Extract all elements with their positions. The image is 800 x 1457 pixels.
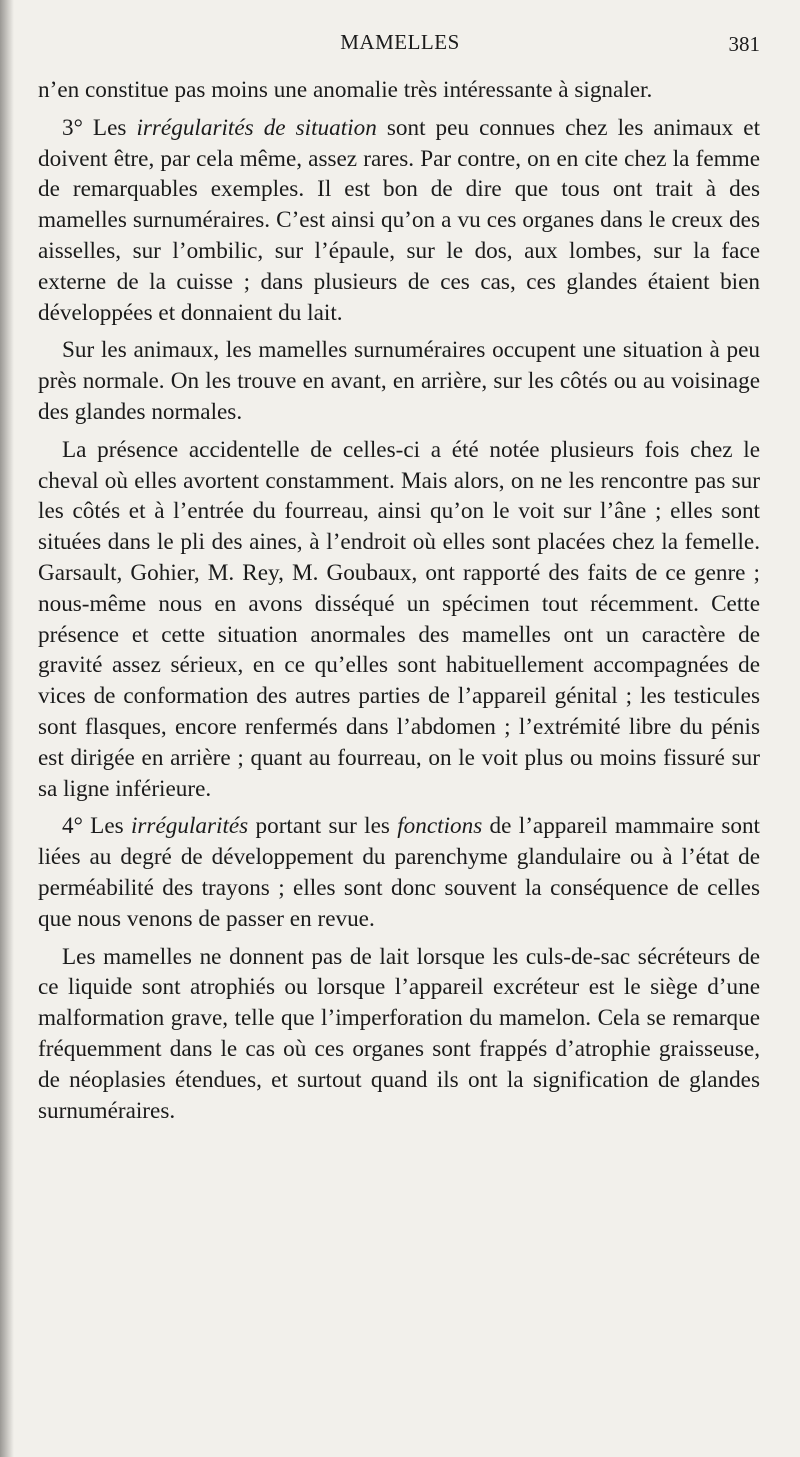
paragraph-animals — [38, 335, 760, 427]
text-run: Les mamelles ne donnent pas de lait lorsque les culs-de-sac sécréteurs de ce liquide sont atrophiés ou lorsque l’appareil excréteur est le siège d’une malformation grave, telle que l’imperforation du mamelon. Cela se remarque fréquemment dans le cas où ces organes sont frappés d’atrophie graisseuse, de néoplasies étendues, et surtout quand ils ont la signification de glandes surnuméraires. — [38, 943, 760, 1124]
text-run: n’en constitue pas moins une anomalie très intéressante à signaler. — [38, 77, 653, 103]
italic-text: irrégularités — [130, 813, 249, 840]
text-run: 3° Les — [62, 114, 137, 141]
page-spine-shadow — [0, 0, 14, 1457]
page-number: 381 — [728, 32, 760, 56]
paragraph-function-irregularities — [38, 811, 760, 934]
paragraph-situation-irregularities — [38, 113, 760, 329]
running-head-title: MAMELLES — [340, 30, 460, 54]
running-head — [40, 30, 760, 64]
italic-text: fonctions — [397, 813, 483, 840]
paragraph-no-milk — [38, 942, 760, 1127]
paragraph-horse-cases — [38, 435, 760, 805]
text-run: 4° Les — [62, 813, 131, 840]
text-run: de l’appareil mammaire sont liées au degré de développement du parenchyme glandulaire ou à l’état de perméabilité des trayons ; elles sont donc souvent la conséquence de celles que nous venons de passer en revue. — [38, 813, 760, 932]
text-run: sont peu connues chez les animaux et doivent être, par cela même, assez rares. Par contre, on en cite chez la femme de remarquables exemples. Il est bon de dire que tous ont trait à des mamelles surnuméraires. C’est ainsi qu’on a vu ces organes dans le creux des aisselles, sur l’ombilic, sur l’épaule, sur le dos, aux lombes, sur la face externe de la cuisse ; dans plusieurs de ces cas, ces glandes étaient bien développées et donnaient du lait. — [38, 114, 761, 326]
text-run: Sur les animaux, les mamelles surnuméraires occupent une situation à peu près normale. On les trouve en avant, en arrière, sur les côtés ou au voisinage des glandes normales. — [38, 337, 760, 425]
text-run: La présence accidentelle de celles-ci a été notée plusieurs fois chez le cheval où elles avortent constamment. Mais alors, on ne les rencontre pas sur les côtés et à l’entrée du fourreau, ainsi qu’on le voit sur l’âne ; elles sont situées dans le pli des aines, à l’endroit où elles sont placées chez la femelle. Garsault, Gohier, M. Rey, M. Goubaux, ont rapporté des faits de ce genre ; nous-même nous en avons disséqué un spécimen tout récemment. Cette présence et cette situation anormales des mamelles ont un caractère de gravité assez sérieux, en ce qu’elles sont habituellement accompagnées de vices de conformation des autres parties de l’appareil génital ; les testicules sont flasques, encore renfermés dans l’abdomen ; l’extrémité libre du pénis est dirigée en arrière ; quant au fourreau, on le voit plus ou moins fissuré sur sa ligne inférieure. — [38, 436, 760, 802]
body-text — [38, 75, 760, 1133]
text-run: portant sur les — [248, 813, 398, 840]
italic-text: irrégularités de situation — [136, 114, 377, 141]
paragraph-continuation — [38, 75, 760, 106]
